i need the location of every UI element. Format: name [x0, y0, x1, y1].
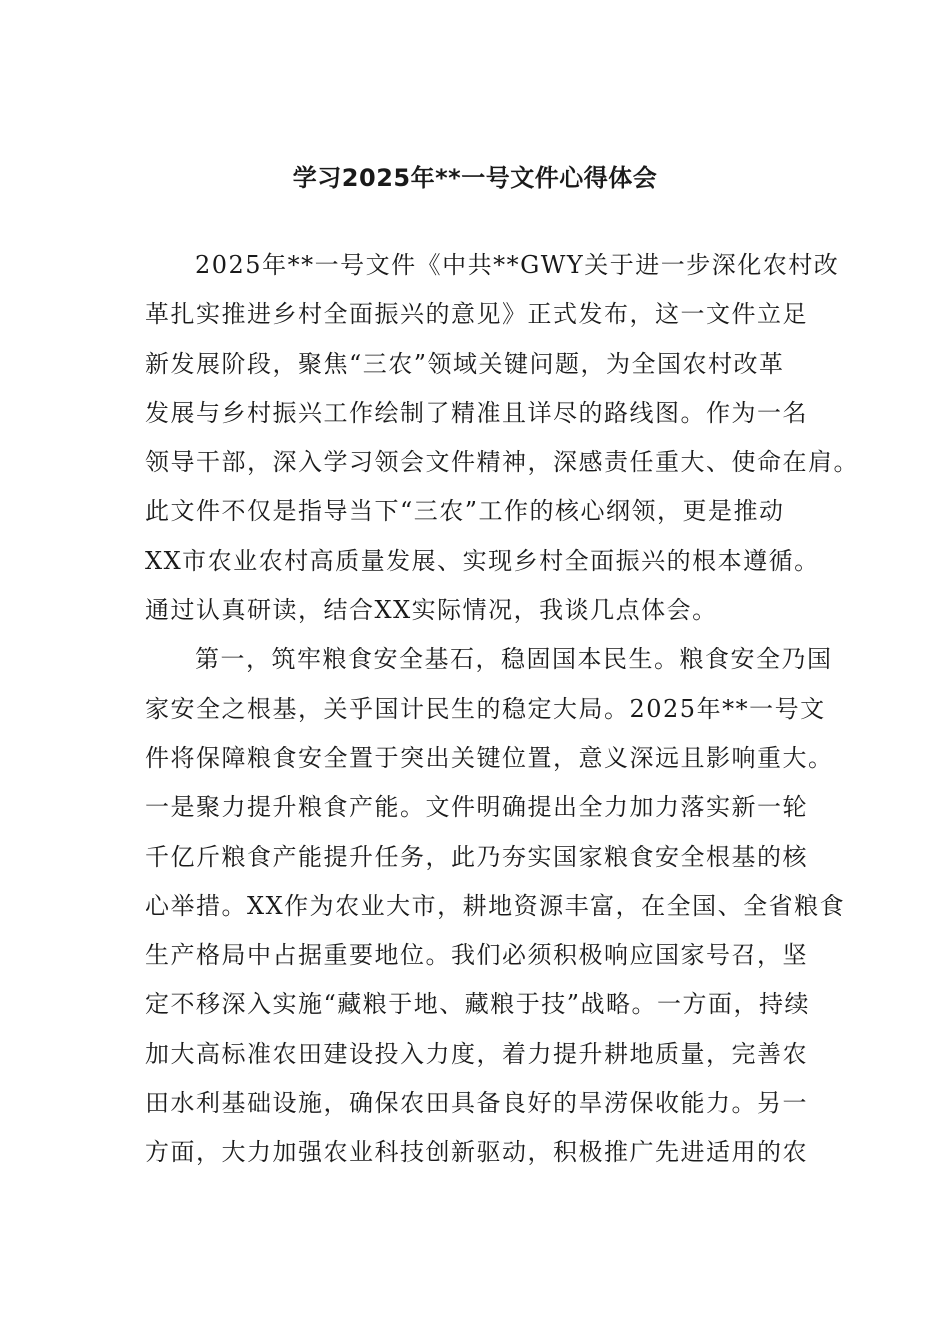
- paragraph-line: 加大高标准农田建设投入力度，着力提升耕地质量，完善农: [145, 1039, 808, 1068]
- paragraph-line: 定不移深入实施“藏粮于地、藏粮于技”战略。一方面，持续: [145, 990, 811, 1019]
- point-one-paragraph: [145, 635, 846, 1177]
- paragraph-line: 此文件不仅是指导当下“三农”工作的核心纲领，更是推动: [145, 497, 785, 526]
- paragraph-line: 田水利基础设施，确保农田具备良好的旱涝保收能力。另一: [145, 1089, 808, 1118]
- paragraph-line: 一是聚力提升粮食产能。文件明确提出全力加力落实新一轮: [145, 793, 808, 822]
- intro-paragraph: [145, 241, 859, 635]
- paragraph-line: 家安全之根基，关乎国计民生的稳定大局。2025年**一号文: [145, 694, 826, 723]
- paragraph-line: 通过认真研读，结合XX实际情况，我谈几点体会。: [145, 596, 718, 625]
- document-title: 学习2025年**一号文件心得体会: [292, 164, 658, 192]
- paragraph-line: 发展与乡村振兴工作绘制了精准且详尽的路线图。作为一名: [145, 398, 808, 427]
- paragraph-line: 心举措。XX作为农业大市，耕地资源丰富，在全国、全省粮食: [145, 891, 846, 920]
- paragraph-line: 方面，大力加强农业科技创新驱动，积极推广先进适用的农: [145, 1138, 808, 1167]
- paragraph-line: XX市农业农村高质量发展、实现乡村全面振兴的根本遵循。: [145, 546, 820, 575]
- paragraph-line: 新发展阶段，聚焦“三农”领域关键问题，为全国农村改革: [145, 349, 785, 378]
- paragraph-line: 革扎实推进乡村全面振兴的意见》正式发布，这一文件立足: [145, 300, 808, 329]
- paragraph-line: 2025年**一号文件《中共**GWY关于进一步深化农村改: [195, 251, 840, 279]
- paragraph-line: 领导干部，深入学习领会文件精神，深感责任重大、使命在肩。: [145, 448, 859, 477]
- paragraph-line: 第一，筑牢粮食安全基石，稳固国本民生。粮食安全乃国: [195, 645, 833, 674]
- paragraph-line: 千亿斤粮食产能提升任务，此乃夯实国家粮食安全根基的核: [145, 842, 808, 871]
- document-body: [145, 241, 859, 1178]
- paragraph-line: 件将保障粮食安全置于突出关键位置，意义深远且影响重大。: [145, 743, 834, 772]
- paragraph-line: 生产格局中占据重要地位。我们必须积极响应国家号召，坚: [145, 941, 808, 970]
